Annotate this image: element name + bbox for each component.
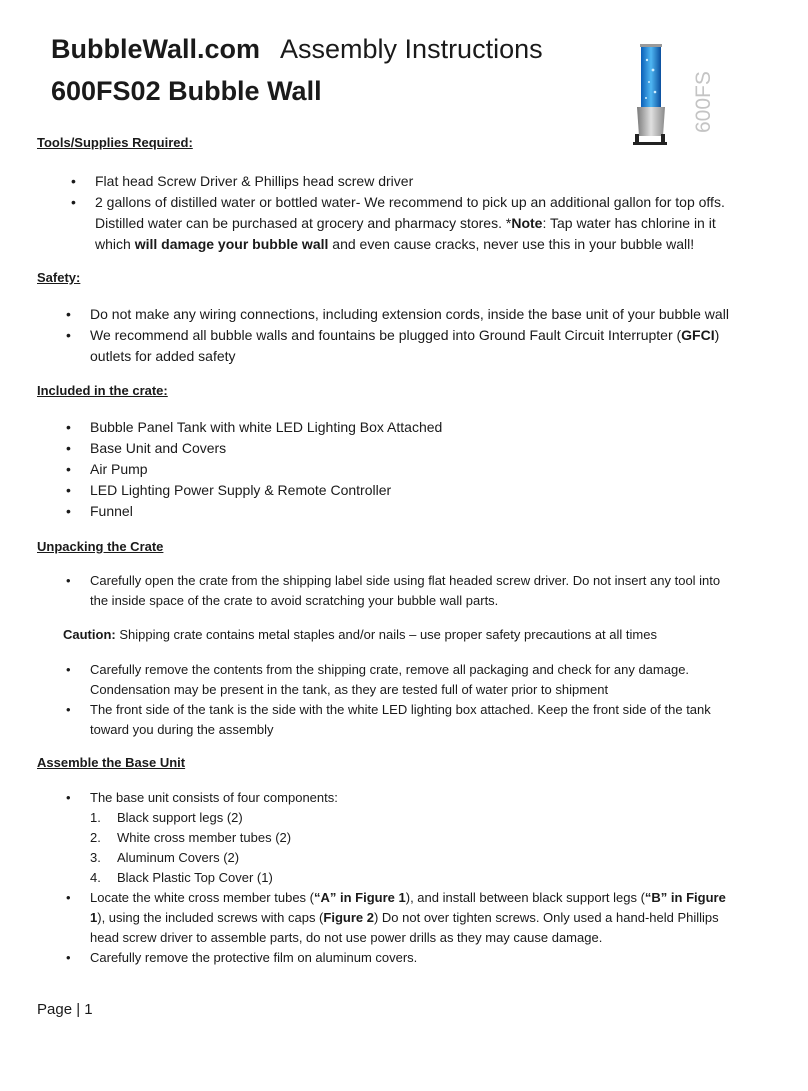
components-list	[90, 808, 730, 888]
figure-ref: Figure 2	[323, 910, 374, 925]
assemble-item-text: The base unit consists of four components:	[90, 790, 338, 805]
caution-text: Shipping crate contains metal staples and/or nails – use proper safety precautions at all times	[115, 627, 657, 642]
list-item	[90, 660, 720, 700]
component-item	[90, 828, 730, 848]
warning-text: will damage your bubble wall	[134, 236, 329, 252]
list-item	[90, 304, 730, 325]
included-item-text: LED Lighting Power Supply & Remote Controller	[90, 482, 392, 498]
assemble-item-text: ), and install between black support legs (	[405, 890, 645, 905]
list-item	[90, 888, 730, 948]
brand-title: BubbleWall.com	[51, 34, 261, 64]
list-item	[90, 325, 730, 367]
page-number: Page | 1	[37, 1001, 93, 1018]
list-item	[90, 417, 730, 438]
document-subtitle: Assembly Instructions	[280, 34, 543, 64]
included-item-text: Air Pump	[90, 461, 148, 477]
tools-item-text: and even cause cracks, never use this in your bubble wall!	[328, 236, 695, 252]
list-item	[95, 192, 735, 255]
component-item	[90, 848, 730, 868]
safety-item-text: ) outlets for added safety	[90, 327, 720, 364]
component-item	[90, 808, 730, 828]
component-number: 2.	[90, 830, 101, 845]
tools-item-text: 2 gallons of distilled water or bottled water- We recommend to pick up an additional gallon for top offs. Distilled water can be purchased at grocery and pharmacy stores. *	[95, 194, 725, 231]
assemble-list	[90, 788, 730, 968]
included-item-text: Funnel	[90, 503, 133, 519]
tools-item-text: : Tap water has chlorine in it which	[95, 215, 716, 252]
included-item-text: Base Unit and Covers	[90, 440, 227, 456]
product-title: 600FS02 Bubble Wall	[51, 76, 322, 106]
title-line	[51, 32, 543, 66]
included-item-text: Bubble Panel Tank with white LED Lighting Box Attached	[90, 419, 443, 435]
safety-item-text: We recommend all bubble walls and fountains be plugged into Ground Fault Circuit Interrupter (	[90, 327, 682, 343]
bubble-wall-product-image	[625, 40, 720, 150]
list-item	[90, 700, 720, 740]
unpacking-item-text: Carefully open the crate from the shipping label side using flat headed screw driver. Do not insert any tool into the inside space of the crate to avoid scratching your bubble wall parts.	[90, 573, 721, 608]
component-text: Aluminum Covers (2)	[117, 850, 240, 865]
safety-item-text: Do not make any wiring connections, including extension cords, inside the base unit of your bubble wall	[90, 306, 729, 322]
safety-list	[90, 304, 730, 367]
image-side-label: 600FS	[692, 71, 715, 133]
list-item	[90, 571, 725, 611]
assemble-item-text: ), using the included screws with caps (	[97, 910, 324, 925]
list-item	[95, 171, 735, 192]
safety-heading: Safety:	[37, 270, 81, 285]
unpacking-list-2	[90, 660, 720, 740]
list-item	[90, 480, 730, 501]
assemble-heading: Assemble the Base Unit	[37, 755, 186, 770]
component-number: 3.	[90, 850, 101, 865]
component-text: Black Plastic Top Cover (1)	[117, 870, 273, 885]
tools-heading: Tools/Supplies Required:	[37, 135, 193, 150]
assemble-item-text: Carefully remove the protective film on aluminum covers.	[90, 950, 418, 965]
unpacking-item-text: The front side of the tank is the side with the white LED lighting box attached. Keep the front side of the tank toward you during the assembly	[90, 702, 711, 737]
list-item	[90, 501, 730, 522]
list-item	[90, 438, 730, 459]
caution-label: Caution:	[63, 627, 116, 642]
component-number: 4.	[90, 870, 101, 885]
caution-note	[63, 625, 657, 645]
unpacking-heading: Unpacking the Crate	[37, 539, 164, 554]
tools-list	[95, 171, 735, 255]
gfci-label: GFCI	[681, 327, 715, 343]
tools-item-text: Flat head Screw Driver & Phillips head screw driver	[95, 173, 414, 189]
component-item	[90, 868, 730, 888]
component-text: Black support legs (2)	[117, 810, 243, 825]
included-list	[90, 417, 730, 522]
list-item	[90, 948, 730, 968]
list-item	[90, 788, 730, 888]
list-item	[90, 459, 730, 480]
unpacking-item-text: Carefully remove the contents from the shipping crate, remove all packaging and check for any damage. Condensation may be present in the tank, as they are tested full of water prior to shipment	[90, 662, 690, 697]
figure-ref: “B” in Figure 1	[90, 890, 726, 925]
figure-ref: “A” in Figure 1	[314, 890, 406, 905]
assemble-item-text: Locate the white cross member tubes (	[90, 890, 314, 905]
component-number: 1.	[90, 810, 101, 825]
included-heading: Included in the crate:	[37, 383, 168, 398]
note-label: Note	[511, 215, 543, 231]
assemble-item-text: ) Do not over tighten screws. Only used a hand-held Phillips head screw driver to assemble parts, do not use power drills as they may cause damage.	[90, 910, 719, 945]
component-text: White cross member tubes (2)	[117, 830, 292, 845]
unpacking-list-1	[90, 571, 725, 611]
